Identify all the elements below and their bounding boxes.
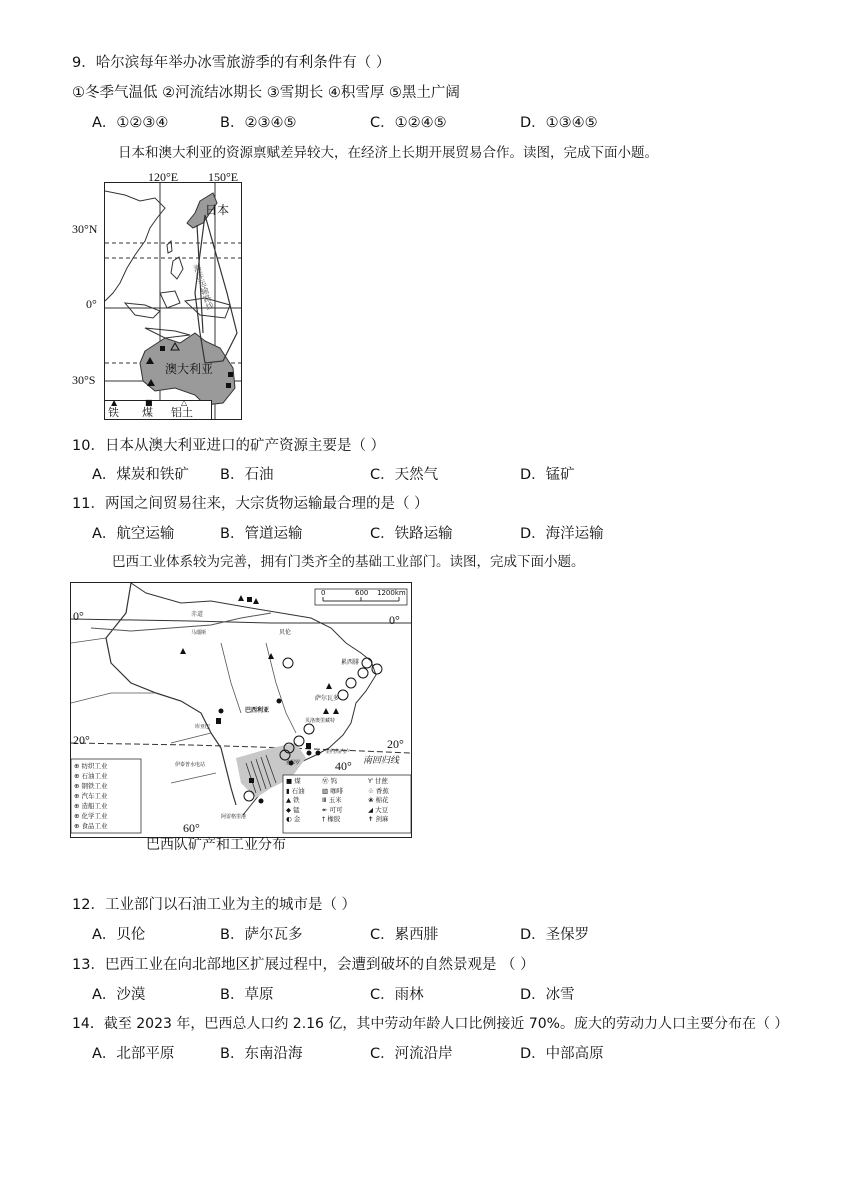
lat-30s: 30°S [72, 373, 96, 387]
q10-option-b: B．石油 [220, 467, 274, 483]
legend-sisal: 剑麻 [375, 815, 389, 823]
q13-option-a: A．沙漠 [92, 987, 146, 1003]
q13-option-c: C．雨林 [370, 987, 424, 1003]
legend-oil: 石油 [291, 786, 305, 795]
scale-1200: 1200km [377, 589, 406, 597]
legend-banana: 香蕉 [375, 786, 389, 795]
legend-manganese: 锰 [293, 805, 300, 814]
japan-australia-map [104, 182, 242, 420]
legend-food: 食品工业 [81, 822, 108, 830]
legend-textile: 纺织工业 [81, 762, 108, 770]
q10-stem: 10．日本从澳大利亚进口的矿产资源主要是（ ） [72, 438, 386, 454]
legend-petroleum: 石油工业 [81, 772, 108, 780]
city-belem: 贝伦 [279, 629, 292, 636]
q9-option-d: D．①③④⑤ [520, 115, 598, 131]
q12-option-d: D．圣保罗 [520, 927, 590, 943]
q11-option-c: C．铁路运输 [370, 526, 453, 542]
scale-0: 0 [321, 589, 326, 597]
legend-chemical: 化学工业 [81, 812, 108, 820]
legend-steel: 钢铁工业 [81, 782, 108, 790]
legend-auto: 汽车工业 [81, 792, 108, 800]
lon-40: 40° [335, 759, 352, 773]
q12-stem: 12．工业部门以石油工业为主的城市是（ ） [72, 897, 357, 913]
city-porto-alegre: 阿雷格里港 [221, 814, 247, 820]
intro-japan-australia: 日本和澳大利亚的资源禀赋差异较大，在经济上长期开展贸易合作。读图，完成下面小题。 [118, 145, 658, 161]
q11-option-d: D．海洋运输 [520, 526, 604, 542]
legend-shipbuilding: 造船工业 [81, 802, 108, 810]
legend-corn: 玉米 [328, 796, 342, 804]
q14-stem: 14．截至 2023 年，巴西总人口约 2.16 亿，其中劳动年龄人口比例接近 70%。庞大的劳动力人口主要分布在（ ） [72, 1016, 789, 1032]
japan-label: 日本 [205, 203, 230, 217]
city-rio: 里约热内卢 [325, 749, 351, 755]
q9-option-b: B．②③④⑤ [220, 115, 297, 131]
intro-brazil: 巴西工业体系较为完善，拥有门类齐全的基础工业部门。读图，完成下面小题。 [112, 554, 585, 570]
equator-label: 赤道 [191, 611, 204, 618]
australia-label: 澳大利亚 [165, 362, 214, 376]
q11-option-a: A．航空运输 [92, 526, 175, 542]
legend-iron: 铁 [293, 796, 300, 804]
lat-20-left: 20° [73, 733, 90, 747]
lat-0-left: 0° [73, 609, 84, 623]
lon-120e: 120°E [148, 170, 179, 184]
city-salvador: 萨尔瓦多 [315, 695, 340, 702]
tropic-label: 南回归线 [363, 756, 400, 766]
lat-20-right: 20° [387, 737, 404, 751]
legend-coffee: 咖啡 [330, 786, 344, 795]
q9-option-c: C．①②④⑤ [370, 115, 447, 131]
q14-option-d: D．中部高原 [520, 1046, 604, 1062]
q12-option-b: B．萨尔瓦多 [220, 927, 303, 943]
legend-tungsten: 钨 [330, 777, 338, 785]
q10-option-a: A．煤炭和铁矿 [92, 467, 189, 483]
lat-30n: 30°N [72, 222, 98, 236]
q13-stem: 13．巴西工业在向北部地区扩展过程中，会遭到破坏的自然景观是 （ ） [72, 957, 535, 973]
coal-mark [160, 346, 165, 351]
legend-cocoa: 可可 [329, 805, 343, 814]
q12-option-c: C．累西腓 [370, 927, 439, 943]
itaipu-label: 伊泰普水电站 [175, 762, 206, 768]
legend-coal: 煤 [294, 777, 301, 785]
q11-option-b: B．管道运输 [220, 526, 303, 542]
q14-option-b: B．东南沿海 [220, 1046, 303, 1062]
map1-legend: ▲ 铁 ■ 煤 △ 铝土 [105, 400, 212, 420]
lon-150e: 150°E [208, 170, 239, 184]
q13-option-d: D．冰雪 [520, 987, 575, 1003]
q14-option-a: A．北部平原 [92, 1046, 175, 1062]
city-manaus: 马瑙斯 [191, 630, 207, 636]
lat-0: 0° [86, 297, 97, 311]
q12-option-a: A．贝伦 [92, 927, 146, 943]
scale-600: 600 [355, 589, 369, 597]
q10-option-d: D．锰矿 [520, 467, 575, 483]
q13-option-b: B．草原 [220, 987, 274, 1003]
legend-iron: 铁 [108, 406, 119, 419]
industry-legend: ⊕ 纺织工业 ⊕ 石油工业 ⊕ 钢铁工业 ⊕ 汽车工业 ⊕ 造船工业 ⊕ 化学工业 ⊕ 食品工业 [74, 762, 108, 830]
q14-option-c: C．河流沿岸 [370, 1046, 453, 1062]
q9-option-a: A．①②③④ [92, 115, 169, 131]
city-recife: 累西腓 [341, 659, 360, 666]
city-belo-horizonte: 贝洛奥里藏特 [305, 718, 336, 724]
q9-stem: 9．哈尔滨每年举办冰雪旅游季的有利条件有（ ） [72, 55, 391, 71]
q10-option-c: C．天然气 [370, 467, 439, 483]
q11-stem: 11．两国之间贸易往来，大宗货物运输最合理的是（ ） [72, 496, 429, 512]
brazil-map: 0 600 1200km 0° 0° 20° 20° 40° 60° 赤道 南回归线 贝伦 累西腓 萨尔瓦多 巴西利亚 贝洛奥里藏特 圣保罗 里约热内卢 马瑙斯 库亚巴 伊泰普水电站 阿雷格里港 ⊕ 纺织工业 ⊕ 石油工业 ⊕ 钢铁工业 ⊕ 汽车工业 ⊕ 造船工业 ⊕ 化学工业 ⊕ 食品工业 ■ 煤 ▮ 石油 ▲ 铁 ◆ 锰 ◐ 金 Ⓦ 钨 ▧ 咖啡 Ⅲ 玉米 ↞ 可可 † 橡胶 Ƴ 甘蔗 ♧ 香蕉 ❀ 棉花 ◢ 大豆 ✝ 剑麻 [70, 582, 412, 838]
legend-soybean: 大豆 [375, 805, 389, 814]
coal-mark [226, 383, 231, 388]
city-cuiaba: 库亚巴 [195, 724, 211, 730]
legend-sugarcane: 甘蔗 [374, 777, 388, 785]
city-sao-paulo: 圣保罗 [285, 760, 301, 766]
legend-bauxite: 铝土 [171, 406, 193, 419]
q9-items: ①冬季气温低 ②河流结冰期长 ③雪期长 ④积雪厚 ⑤黑土广阔 [72, 85, 460, 101]
city-brasilia: 巴西利亚 [245, 707, 270, 714]
legend-rubber: 橡胶 [327, 815, 341, 823]
legend-cotton: 棉花 [375, 796, 389, 804]
legend-gold: 金 [293, 815, 301, 823]
legend-coal: 煤 [142, 406, 153, 419]
route-label: 海洋运输路线 [191, 262, 216, 312]
lat-0-right: 0° [389, 613, 400, 627]
lon-60: 60° [183, 821, 200, 835]
coal-mark [228, 372, 233, 377]
brazil-map-caption: 巴西队矿产和工业分布 [146, 838, 286, 853]
